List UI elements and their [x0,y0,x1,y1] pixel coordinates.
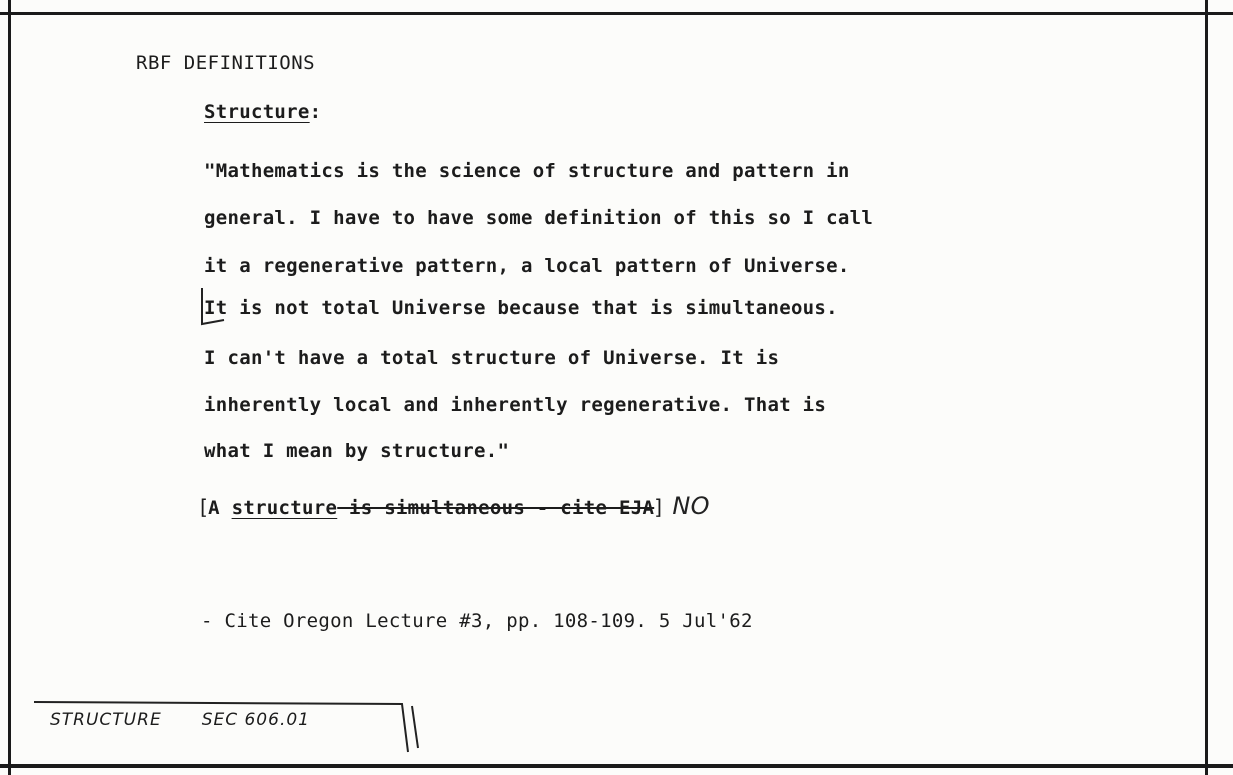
index-label [50,710,310,730]
bottom-border [0,764,1233,768]
index-topic: STRUCTURE [50,710,162,730]
left-border [8,0,11,775]
term-heading-text: Structure [204,101,310,123]
body-line: inherently local and inherently regenerative. That is [204,394,827,416]
note-underlined-word: structure [231,497,338,519]
note-lead: A [208,497,232,519]
handwritten-no: NO [672,492,710,520]
body-line: it a regenerative pattern, a local pattern of Universe. [204,255,850,277]
note-struck-text: is simultaneous - cite EJA [337,497,655,519]
body-line: I can't have a total structure of Universe. It is [204,347,780,369]
body-line: "Mathematics is the science of structure and pattern in [204,160,850,182]
term-heading [204,101,321,123]
index-section: SEC 606.01 [201,710,310,730]
editorial-note [200,492,710,520]
note-open-bracket: [ [200,495,209,519]
note-close-bracket: ] [654,495,663,519]
body-line: It is not total Universe because that is simultaneous. [204,297,838,319]
top-border [0,12,1233,15]
body-line: general. I have to have some definition of this so I call [204,207,874,229]
margin-bracket-mark [190,286,230,328]
citation-line: - Cite Oregon Lecture #3, pp. 108-109. 5 Jul'62 [201,610,753,632]
right-border [1205,0,1208,775]
card-header: RBF DEFINITIONS [136,52,316,74]
term-heading-colon: : [309,101,322,123]
body-line: what I mean by structure." [204,440,510,462]
